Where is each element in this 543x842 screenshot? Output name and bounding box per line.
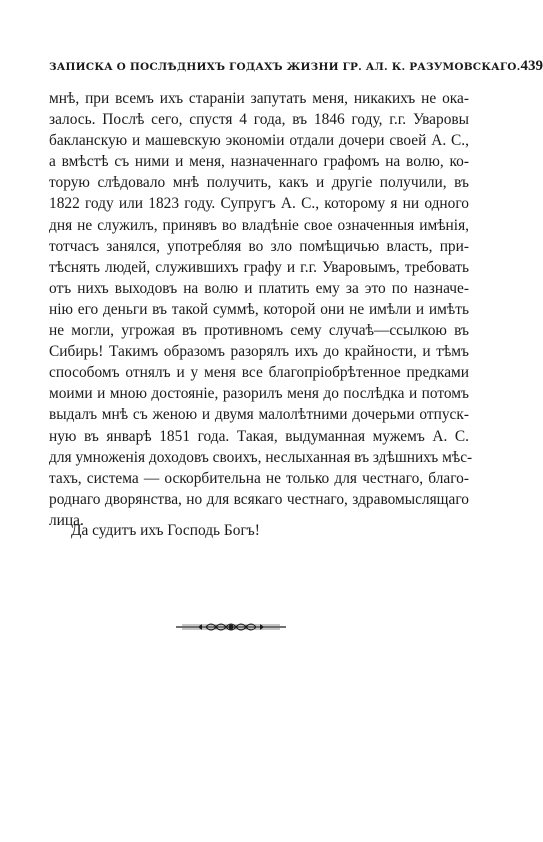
closing-line: Да судитъ ихъ Господь Богъ! [71,522,260,539]
text-line: ную въ январѣ 1851 года. Такая, выдуманная мужемъ А. С. [49,427,469,445]
text-line: лица. [49,511,84,529]
text-line: моими и мною достояніе, разорилъ меня до послѣдка и потомъ [49,385,469,403]
text-line: способомъ отнялъ и у меня все благопріобрѣтенное предками [49,364,469,382]
text-line: мнѣ, при всемъ ихъ стараніи запутать меня, никакихъ не ока- [49,90,469,107]
page-number: 439 [520,58,543,74]
text-line: залось. Послѣ сего, спустя 4 года, въ 1846 году, г.г. Уваровы [49,111,469,129]
text-line: Сибирь! Такимъ образомъ разорялъ ихъ до крайности, и тѣмъ [49,343,469,361]
text-line: для умноженія доходовъ своихъ, неслыханная въ здѣшнихъ мѣс- [49,448,473,466]
text-line: 1822 году или 1823 году. Супругъ А. С., которому я ни одного [49,195,469,213]
text-line: отъ нихъ выходовъ на волю и платить ему за это по назначе- [49,279,469,297]
text-line: тахъ, система — оскорбительна не только для честнаго, благо- [49,469,469,487]
text-line: не могли, угрожая въ противномъ сему случаѣ—ссылкою въ [49,322,469,340]
body-text [49,88,473,531]
running-title: ЗАПИСКА О ПОСЛѢДНИХЪ ГОДАХЪ ЖИЗНИ ГР. АЛ. К. РАЗУМОВСКАГО. [49,61,521,73]
text-line: тотчасъ занялся, употребляя во зло помѣщичью власть, при- [49,237,469,255]
ornament-divider-icon [176,620,286,634]
text-line: дня не служилъ, принявъ во владѣніе свое означенныя имѣнія, [49,216,469,234]
text-line: выдалъ мнѣ съ женою и двумя малолѣтними дочерьми отпуск- [49,406,469,424]
text-line: торую слѣдовало мнѣ получить, какъ и другіе получили, въ [49,174,469,192]
text-line: нію его деньги въ такой суммѣ, которой они не имѣли и имѣть [49,300,469,318]
text-line: роднаго дворянства, но для всякаго честнаго, здравомыслящаго [49,490,469,508]
text-line: тѣснять людей, служившихъ графу и г.г. Уваровымъ, требовать [49,258,469,276]
text-line: бакланскую и машевскую экономіи отдали дочери своей А. С., [49,132,469,150]
text-line: а вмѣстѣ съ ними и меня, назначеннаго графомъ на волю, ко- [49,153,469,171]
running-head [49,58,543,75]
